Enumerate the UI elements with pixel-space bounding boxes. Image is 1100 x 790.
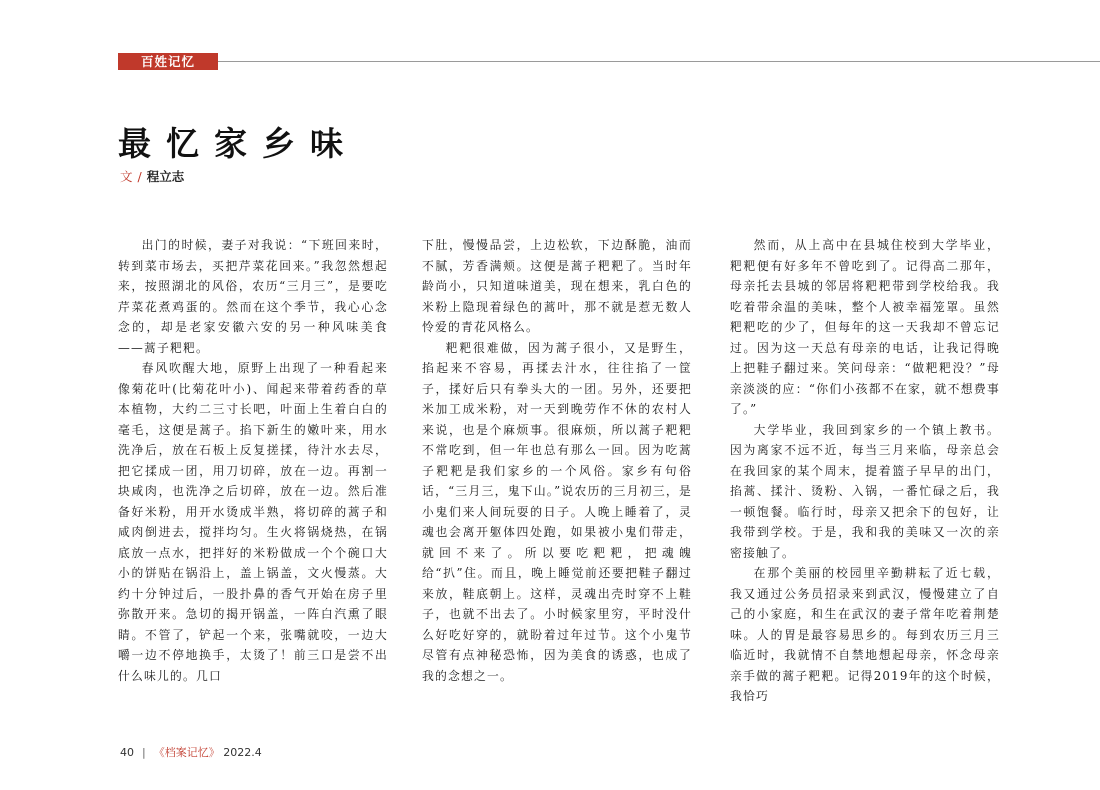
magazine-name: 《档案记忆》 xyxy=(153,746,220,759)
text-column-3 xyxy=(730,235,1000,735)
paragraph: 粑粑很难做，因为蒿子很小，又是野生，掐起来不容易，再揉去汁水，往往掐了一筐子，揉好后只有拳头大的一团。另外，还要把米加工成米粉，对一天到晚劳作不休的农村人来说，也是个麻烦事。很麻烦，所以蒿子粑粑不常吃到，但一年也总有那么一回。因为吃蒿子粑粑是我们家乡的一个风俗。家乡有句俗话，“三月三，鬼下山。”说农历的三月初三，是小鬼们来人间玩耍的日子。人晚上睡着了，灵魂也会离开躯体四处跑，如果被小鬼们带走，就回不来了。所以要吃粑粑，把魂魄给“扒”住。而且，晚上睡觉前还要把鞋子翻过来放，鞋底朝上。这样，灵魂出壳时穿不上鞋子，也就不出去了。小时候家里穷，平时没什么好吃好穿的，就盼着过年过节。这个小鬼节尽管有点神秘恐怖，因为美食的诱惑，也成了我的念想之一。 xyxy=(422,340,692,683)
author-name: 程立志 xyxy=(146,169,185,184)
paragraph-continued: 下肚，慢慢品尝，上边松软，下边酥脆，油而不腻，芳香满颊。这便是蒿子粑粑了。当时年龄尚小，只知道味道美，现在想来，乳白色的米粉上隐现着绿色的蒿叶，那不就是惹无数人怜爱的青花风格么。 xyxy=(422,238,692,334)
header-rule xyxy=(218,61,1100,62)
paragraph: 然而，从上高中在县城住校到大学毕业，粑粑便有好多年不曾吃到了。记得高二那年，母亲托去县城的邻居将粑粑带到学校给我。我吃着带余温的美味，整个人被幸福笼罩。虽然粑粑吃的少了，但每年的这一天我却不曾忘记过。因为这一天总有母亲的电话，让我记得晚上把鞋子翻过来。笑问母亲：“做粑粑没？”母亲淡淡的应：“你们小孩都不在家，就不想费事了。” xyxy=(730,238,1000,416)
page-number: 40 xyxy=(120,746,134,759)
byline-separator: / xyxy=(137,169,142,184)
byline xyxy=(120,167,184,185)
column-tag: 百姓记忆 xyxy=(118,53,218,70)
paragraph: 在那个美丽的校园里辛勤耕耘了近七载，我又通过公务员招录来到武汉，慢慢建立了自己的小家庭，和生在武汉的妻子常年吃着荆楚味。人的胃是最容易思乡的。每到农历三月三临近时，我就情不自禁地想起母亲，怀念母亲亲手做的蒿子粑粑。记得2019年的这个时候，我恰巧 xyxy=(730,566,1000,703)
article-title: 最忆家乡味 xyxy=(118,124,358,163)
paragraph: 大学毕业，我回到家乡的一个镇上教书。因为离家不远不近，每当三月来临，母亲总会在我回家的某个周末，提着篮子早早的出门，掐蒿、揉汁、烫粉、入锅，一番忙碌之后，我一顿饱餐。临行时，母亲又把余下的包好，让我带到学校。于是，我和我的美味又一次的亲密接触了。 xyxy=(730,422,1000,560)
footer-separator: | xyxy=(142,746,146,759)
paragraph: 出门的时候，妻子对我说：“下班回来时，转到菜市场去，买把芹菜花回来。”我忽然想起来，按照湖北的风俗，农历“三月三”，是要吃芹菜花煮鸡蛋的。然而在这个季节，我心心念念的，却是老家安徽六安的另一种风味美食——蒿子粑粑。 xyxy=(118,238,388,355)
text-column-2 xyxy=(422,235,692,735)
paragraph: 春风吹醒大地，原野上出现了一种看起来像菊花叶(比菊花叶小)、闻起来带着药香的草本植物，大约二三寸长吧，叶面上生着白白的毫毛，这便是蒿子。掐下新生的嫩叶来，用水洗净后，放在石板上反复搓揉，待汁水去尽，把它揉成一团，用刀切碎，放在一边。再割一块咸肉，也洗净之后切碎，放在一边。然后准备好米粉，用开水烫成半熟，将切碎的蒿子和咸肉倒进去，搅拌均匀。生火将锅烧热，在锅底放一点水，把拌好的米粉做成一个个碗口大小的饼贴在锅沿上，盖上锅盖，文火慢蒸。大约十分钟过后，一股扑鼻的香气开始在房子里弥散开来。急切的揭开锅盖，一阵白汽熏了眼睛。不管了，铲起一个来，张嘴就咬，一边大嚼一边不停地换手，太烫了！前三口是尝不出什么味儿的。几口 xyxy=(118,361,388,683)
byline-prefix: 文 xyxy=(120,169,133,184)
text-column-1 xyxy=(118,235,388,735)
issue-number: 2022.4 xyxy=(223,746,262,759)
page-footer xyxy=(120,744,262,760)
